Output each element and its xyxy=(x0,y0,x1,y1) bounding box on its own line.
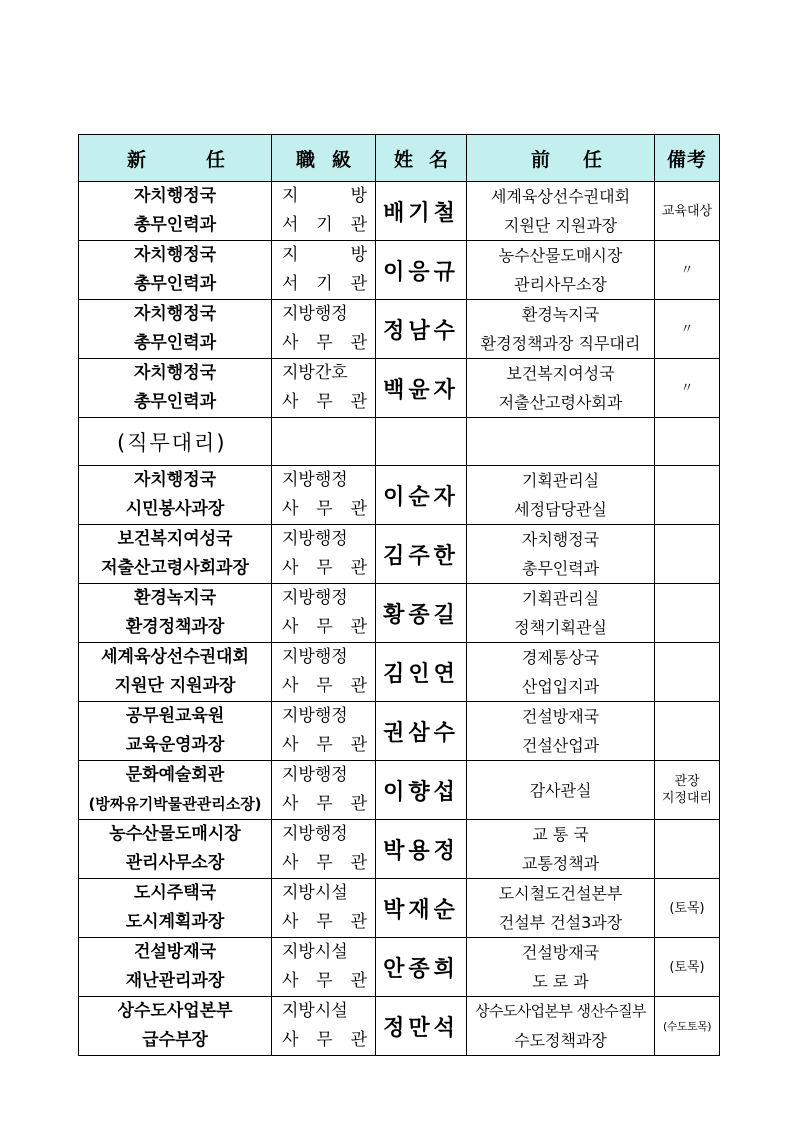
empty-cell xyxy=(272,418,376,466)
empty-cell xyxy=(467,418,655,466)
new-post-line: 환경녹지국 xyxy=(133,588,217,608)
name-cell: 이응규 xyxy=(376,241,467,300)
grade-text: 지방행정 xyxy=(282,529,348,549)
previous-post-cell xyxy=(467,182,655,241)
previous-post-line: 기획관리실 xyxy=(521,589,600,608)
new-post-line: 자치행정국 xyxy=(133,363,217,383)
new-post-line: 급수부장 xyxy=(142,1030,208,1050)
table-body xyxy=(79,182,720,1056)
new-post-cell xyxy=(79,584,272,643)
new-post-line: 자치행정국 xyxy=(133,470,217,490)
grade-cell xyxy=(272,241,376,300)
new-post-cell xyxy=(79,761,272,820)
name-cell: 황종길 xyxy=(376,584,467,643)
remarks-text: (수도토목) xyxy=(662,1019,712,1033)
grade-text: 사 xyxy=(282,617,299,637)
new-post-line: 도시계획과장 xyxy=(125,912,225,932)
new-post-cell xyxy=(79,241,272,300)
previous-post-line: 교통정책과 xyxy=(521,854,600,873)
previous-post-line: 환경녹지국 xyxy=(521,305,600,324)
grade-line xyxy=(282,879,367,908)
name-cell: 박용정 xyxy=(376,820,467,879)
remarks-text: 〃 xyxy=(680,380,694,396)
previous-post-line: 저출산고령사회과 xyxy=(498,393,623,412)
remarks-text: (토목) xyxy=(669,900,705,916)
remarks-cell xyxy=(655,525,720,584)
grade-line xyxy=(282,300,367,329)
grade-cell xyxy=(272,820,376,879)
grade-text: 지방행정 xyxy=(282,304,348,324)
remarks-text: 〃 xyxy=(680,262,694,278)
remarks-text: (토목) xyxy=(669,959,705,975)
grade-text: 사 xyxy=(282,392,299,412)
grade-line xyxy=(282,554,367,583)
grade-cell xyxy=(272,702,376,761)
remarks-cell xyxy=(655,879,720,938)
grade-cell xyxy=(272,879,376,938)
grade-text: 무 xyxy=(316,499,333,519)
new-post-line: 도시주택국 xyxy=(133,883,217,903)
previous-post-line: 총무인력과 xyxy=(521,559,600,578)
new-post-line: 환경정책과장 xyxy=(125,617,225,637)
previous-post-line: 건설방재국 xyxy=(521,707,600,726)
previous-post-cell xyxy=(467,359,655,418)
grade-cell xyxy=(272,525,376,584)
grade-line xyxy=(282,790,367,819)
new-post-line: 총무인력과 xyxy=(133,215,217,235)
grade-text: 무 xyxy=(316,853,333,873)
grade-text: 관 xyxy=(350,1030,367,1050)
previous-post-line: 지원단 지원과장 xyxy=(503,216,618,235)
previous-post-line: 도시철도건설본부 xyxy=(498,884,623,903)
grade-cell xyxy=(272,584,376,643)
grade-text: 관 xyxy=(350,971,367,991)
grade-line xyxy=(282,495,367,524)
name-cell: 김인연 xyxy=(376,643,467,702)
grade-text: 관 xyxy=(350,215,367,235)
remarks-line: 관장 xyxy=(674,774,700,789)
grade-text: 사 xyxy=(282,333,299,353)
grade-line xyxy=(282,908,367,937)
grade-line xyxy=(282,1026,367,1055)
grade-line xyxy=(282,672,367,701)
header-previous-post: 前 任 xyxy=(467,135,655,182)
grade-text: 사 xyxy=(282,676,299,696)
grade-cell xyxy=(272,938,376,997)
table-row xyxy=(79,466,720,525)
grade-text: 사 xyxy=(282,735,299,755)
table-row xyxy=(79,938,720,997)
header-remarks: 備考 xyxy=(655,135,720,182)
section-label-cell xyxy=(79,418,272,466)
name-cell: 백윤자 xyxy=(376,359,467,418)
new-post-cell xyxy=(79,466,272,525)
grade-line xyxy=(282,849,367,878)
new-post-line: 재난관리과장 xyxy=(125,971,225,991)
grade-text: 사 xyxy=(282,971,299,991)
grade-text: 관 xyxy=(350,333,367,353)
grade-text: 무 xyxy=(316,794,333,814)
grade-line xyxy=(282,613,367,642)
name-cell: 배기철 xyxy=(376,182,467,241)
grade-cell xyxy=(272,643,376,702)
grade-text: 사 xyxy=(282,912,299,932)
name-cell: 박재순 xyxy=(376,879,467,938)
previous-post-line: 경제통상국 xyxy=(521,648,600,667)
grade-line xyxy=(282,241,367,270)
grade-cell xyxy=(272,182,376,241)
new-post-cell xyxy=(79,182,272,241)
grade-text: 지방행정 xyxy=(282,588,348,608)
grade-text: 무 xyxy=(316,676,333,696)
grade-text: 지방행정 xyxy=(282,706,348,726)
grade-text: 기 xyxy=(316,215,333,235)
remarks-cell xyxy=(655,182,720,241)
grade-text: 무 xyxy=(316,558,333,578)
table-row xyxy=(79,584,720,643)
new-post-line: (방짜유기박물관관리소장) xyxy=(88,795,262,813)
table-row xyxy=(79,525,720,584)
grade-cell xyxy=(272,466,376,525)
grade-text: 관 xyxy=(350,735,367,755)
grade-text: 지방간호 xyxy=(282,363,348,383)
grade-text: 사 xyxy=(282,499,299,519)
table-row xyxy=(79,241,720,300)
new-post-cell xyxy=(79,300,272,359)
grade-cell xyxy=(272,359,376,418)
grade-text: 지방시설 xyxy=(282,883,348,903)
previous-post-line: 농수산물도매시장 xyxy=(498,246,623,265)
grade-text: 무 xyxy=(316,333,333,353)
previous-post-line: 수도정책과장 xyxy=(514,1031,607,1050)
table-row xyxy=(79,761,720,820)
previous-post-line: 건설부 건설3과장 xyxy=(498,913,623,932)
name-cell: 정남수 xyxy=(376,300,467,359)
personnel-table xyxy=(78,134,720,1056)
grade-text: 관 xyxy=(350,853,367,873)
remarks-cell xyxy=(655,702,720,761)
new-post-line: 자치행정국 xyxy=(133,245,217,265)
grade-line xyxy=(282,388,367,417)
previous-post-line: 감사관실 xyxy=(529,780,592,800)
new-post-line: 상수도사업본부 xyxy=(117,1001,233,1021)
grade-text: 지방행정 xyxy=(282,765,348,785)
remarks-cell xyxy=(655,997,720,1056)
previous-post-cell xyxy=(467,643,655,702)
grade-text: 사 xyxy=(282,558,299,578)
table-row xyxy=(79,182,720,241)
table-row xyxy=(79,300,720,359)
grade-text: 무 xyxy=(316,912,333,932)
grade-text: 지방행정 xyxy=(282,824,348,844)
new-post-cell xyxy=(79,997,272,1056)
new-post-cell xyxy=(79,879,272,938)
previous-post-cell xyxy=(467,300,655,359)
grade-text: 무 xyxy=(316,971,333,991)
grade-text: 관 xyxy=(350,794,367,814)
grade-line xyxy=(282,731,367,760)
new-post-line: 농수산물도매시장 xyxy=(109,824,241,844)
grade-line xyxy=(282,584,367,613)
table-row xyxy=(79,643,720,702)
header-new-post: 新 任 xyxy=(79,135,272,182)
remarks-cell xyxy=(655,300,720,359)
table-row xyxy=(79,820,720,879)
grade-line xyxy=(282,525,367,554)
remarks-cell xyxy=(655,359,720,418)
previous-post-line: 산업입지과 xyxy=(521,677,600,696)
grade-line xyxy=(282,211,367,240)
new-post-line: 교육운영과장 xyxy=(125,735,225,755)
grade-text: 무 xyxy=(316,392,333,412)
new-post-line: 자치행정국 xyxy=(133,186,217,206)
name-cell: 김주한 xyxy=(376,525,467,584)
new-post-cell xyxy=(79,820,272,879)
name-cell: 이향섭 xyxy=(376,761,467,820)
previous-post-line: 관리사무소장 xyxy=(514,275,607,294)
new-post-line: 시민봉사과장 xyxy=(125,499,225,519)
grade-text: 지방시설 xyxy=(282,942,348,962)
previous-post-line: 세계육상선수권대회 xyxy=(490,187,631,206)
new-post-line: 총무인력과 xyxy=(133,333,217,353)
previous-post-cell xyxy=(467,997,655,1056)
grade-line xyxy=(282,329,367,358)
previous-post-cell xyxy=(467,938,655,997)
grade-text: 무 xyxy=(316,735,333,755)
new-post-cell xyxy=(79,938,272,997)
grade-text: 서 xyxy=(282,215,299,235)
name-cell: 정만석 xyxy=(376,997,467,1056)
previous-post-line: 보건복지여성국 xyxy=(506,364,615,383)
name-cell: 권삼수 xyxy=(376,702,467,761)
header-row xyxy=(79,135,720,182)
previous-post-cell xyxy=(467,879,655,938)
previous-post-line: 기획관리실 xyxy=(521,471,600,490)
new-post-line: 세계육상선수권대회 xyxy=(101,647,249,667)
remarks-cell xyxy=(655,761,720,820)
remarks-cell xyxy=(655,643,720,702)
empty-cell xyxy=(376,418,467,466)
previous-post-cell xyxy=(467,525,655,584)
previous-post-cell xyxy=(467,761,655,820)
grade-text: 사 xyxy=(282,1030,299,1050)
previous-post-line: 상수도사업본부 생산수질부 xyxy=(475,1002,646,1020)
table-row xyxy=(79,702,720,761)
grade-text: 관 xyxy=(350,617,367,637)
table-row xyxy=(79,997,720,1056)
table-row xyxy=(79,879,720,938)
remarks-text: 교육대상 xyxy=(661,203,713,219)
grade-text: 방 xyxy=(350,186,367,206)
grade-text: 사 xyxy=(282,794,299,814)
new-post-line: 관리사무소장 xyxy=(125,853,225,873)
grade-text: 지방행정 xyxy=(282,470,348,490)
previous-post-line: 세정담당관실 xyxy=(514,500,607,519)
new-post-line: 보건복지여성국 xyxy=(117,529,233,549)
grade-line xyxy=(282,182,367,211)
grade-line xyxy=(282,761,367,790)
grade-line xyxy=(282,820,367,849)
previous-post-line: 정책기획관실 xyxy=(514,618,607,637)
grade-line xyxy=(282,643,367,672)
grade-text: 지방시설 xyxy=(282,1001,348,1021)
new-post-line: 지원단 지원과장 xyxy=(114,676,236,696)
new-post-cell xyxy=(79,643,272,702)
new-post-line: 저출산고령사회과장 xyxy=(101,558,249,578)
remarks-cell xyxy=(655,241,720,300)
section-row xyxy=(79,418,720,466)
remarks-cell xyxy=(655,584,720,643)
previous-post-line: 건설산업과 xyxy=(521,736,600,755)
new-post-line: 자치행정국 xyxy=(133,304,217,324)
grade-text: 관 xyxy=(350,274,367,294)
grade-line xyxy=(282,938,367,967)
grade-line xyxy=(282,702,367,731)
previous-post-line: 환경정책과장 직무대리 xyxy=(480,334,641,353)
previous-post-line: 교 통 국 xyxy=(532,825,589,844)
previous-post-cell xyxy=(467,820,655,879)
grade-text: 무 xyxy=(316,1030,333,1050)
grade-line xyxy=(282,359,367,388)
grade-line xyxy=(282,270,367,299)
remarks-cell xyxy=(655,938,720,997)
remarks-cell xyxy=(655,466,720,525)
grade-cell xyxy=(272,300,376,359)
grade-text: 관 xyxy=(350,499,367,519)
grade-cell xyxy=(272,997,376,1056)
grade-text: 관 xyxy=(350,392,367,412)
previous-post-cell xyxy=(467,466,655,525)
section-label: (직무대리) xyxy=(117,430,227,455)
table-row xyxy=(79,359,720,418)
grade-text: 사 xyxy=(282,853,299,873)
remarks-text: 〃 xyxy=(680,321,694,337)
new-post-line: 공무원교육원 xyxy=(125,706,225,726)
grade-text: 지 xyxy=(282,245,299,265)
grade-text: 서 xyxy=(282,274,299,294)
grade-text: 방 xyxy=(350,245,367,265)
new-post-cell xyxy=(79,525,272,584)
grade-line xyxy=(282,997,367,1026)
grade-text: 지방행정 xyxy=(282,647,348,667)
remarks-cell xyxy=(655,820,720,879)
grade-text: 무 xyxy=(316,617,333,637)
name-cell: 이순자 xyxy=(376,466,467,525)
previous-post-cell xyxy=(467,702,655,761)
new-post-cell xyxy=(79,702,272,761)
empty-cell xyxy=(655,418,720,466)
new-post-line: 총무인력과 xyxy=(133,392,217,412)
previous-post-cell xyxy=(467,241,655,300)
name-cell: 안종희 xyxy=(376,938,467,997)
header-name: 姓 名 xyxy=(376,135,467,182)
new-post-line: 총무인력과 xyxy=(133,274,217,294)
grade-line xyxy=(282,466,367,495)
grade-line xyxy=(282,967,367,996)
grade-text: 관 xyxy=(350,676,367,696)
grade-cell xyxy=(272,761,376,820)
remarks-line: 지정대리 xyxy=(661,791,713,806)
previous-post-line: 건설방재국 xyxy=(521,943,600,962)
grade-text: 관 xyxy=(350,558,367,578)
header-grade: 職 級 xyxy=(272,135,376,182)
previous-post-cell xyxy=(467,584,655,643)
grade-text: 기 xyxy=(316,274,333,294)
previous-post-line: 자치행정국 xyxy=(521,530,600,549)
new-post-line: 건설방재국 xyxy=(133,942,217,962)
new-post-cell xyxy=(79,359,272,418)
new-post-line: 문화예술회관 xyxy=(125,765,225,785)
grade-text: 관 xyxy=(350,912,367,932)
grade-text: 지 xyxy=(282,186,299,206)
previous-post-line: 도 로 과 xyxy=(532,972,589,991)
